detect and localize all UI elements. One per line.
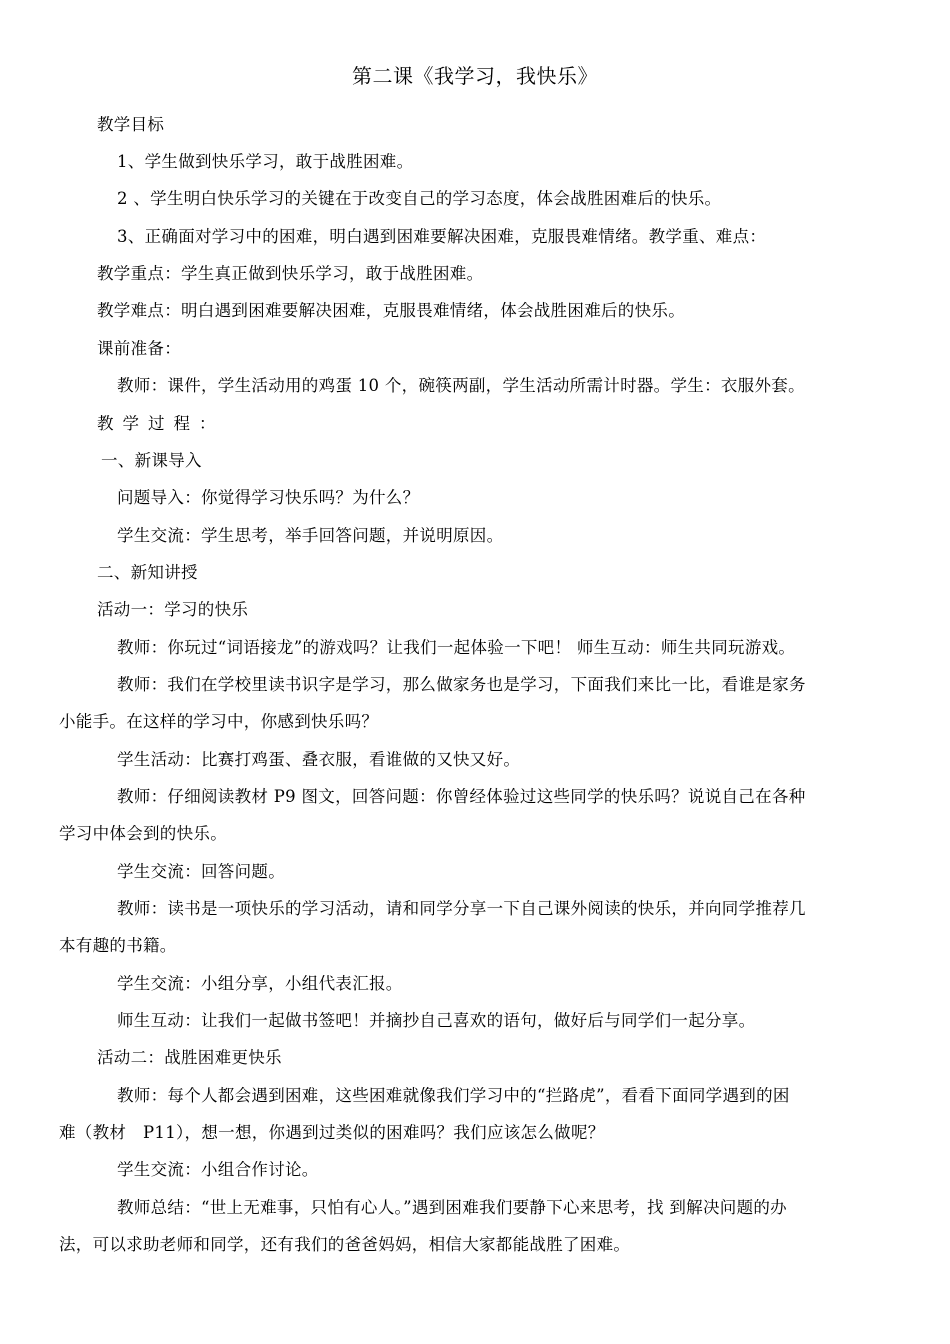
paragraph-line-continued: 小能手。在这样的学习中，你感到快乐吗？ — [59, 712, 379, 731]
paragraph-line-continued: 学习中体会到的快乐。 — [59, 824, 227, 843]
paragraph-line: 教师：我们在学校里读书识字是学习，那么做家务也是学习，下面我们来比一比，看谁是家务 — [117, 675, 806, 694]
paragraph-line: 学生交流：小组合作讨论。 — [117, 1160, 319, 1179]
paragraph-line: 教师：你玩过“词语接龙”的游戏吗？让我们一起体验一下吧！ 师生互动：师生共同玩游戏。 — [117, 638, 796, 657]
paragraph-line: 教师：读书是一项快乐的学习活动，请和同学分享一下自己课外阅读的快乐，并向同学推荐几 — [117, 899, 806, 918]
objective-item-1: 1、学生做到快乐学习，敢于战胜困难。 — [117, 152, 414, 171]
difficult-point-line: 教学难点：明白遇到困难要解决困难，克服畏难情绪，体会战胜困难后的快乐。 — [97, 301, 685, 320]
activity-heading-2: 活动二：战胜困难更快乐 — [97, 1048, 282, 1067]
key-point-line: 教学重点：学生真正做到快乐学习，敢于战胜困难。 — [97, 264, 484, 283]
activity-heading-1: 活动一：学习的快乐 — [97, 600, 249, 619]
paragraph-line: 教师总结：“世上无难事，只怕有心人。”遇到困难我们要静下心来思考，找 到解决问题的办 — [117, 1198, 787, 1217]
preparation-line: 教师：课件，学生活动用的鸡蛋 10 个，碗筷两副，学生活动所需计时器。学生：衣服外套。 — [117, 376, 805, 395]
paragraph-line: 教师：每个人都会遇到困难，这些困难就像我们学习中的“拦路虎”，看看下面同学遇到的困 — [117, 1086, 790, 1105]
section-heading-objectives: 教学目标 — [97, 115, 165, 134]
paragraph-line: 学生交流：回答问题。 — [117, 862, 285, 881]
lesson-title: 第二课《我学习，我快乐》 — [352, 64, 598, 88]
paragraph-line-continued: 法，可以求助老师和同学，还有我们的爸爸妈妈，相信大家都能战胜了困难。 — [59, 1235, 631, 1254]
part-heading-new-knowledge: 二、新知讲授 — [97, 563, 198, 582]
paragraph-line: 学生活动：比赛打鸡蛋、叠衣服，看谁做的又快又好。 — [117, 750, 521, 769]
paragraph-line: 问题导入：你觉得学习快乐吗？为什么？ — [117, 488, 420, 507]
section-heading-process: 教学过程： — [97, 414, 225, 433]
paragraph-line: 学生交流：学生思考，举手回答问题，并说明原因。 — [117, 526, 504, 545]
paragraph-line: 师生互动：让我们一起做书签吧！并摘抄自己喜欢的语句，做好后与同学们一起分享。 — [117, 1011, 756, 1030]
part-heading-intro: 一、新课导入 — [101, 451, 202, 470]
paragraph-line-continued: 难（教材 P11），想一想，你遇到过类似的困难吗？我们应该怎么做呢？ — [59, 1123, 605, 1142]
paragraph-line-continued: 本有趣的书籍。 — [59, 936, 177, 955]
objective-item-2: 2 、学生明白快乐学习的关键在于改变自己的学习态度，体会战胜困难后的快乐。 — [117, 189, 722, 208]
section-heading-preparation: 课前准备： — [97, 339, 181, 358]
objective-item-3: 3、正确面对学习中的困难，明白遇到困难要解决困难，克服畏难情绪。教学重、难点： — [117, 227, 767, 246]
paragraph-line: 教师：仔细阅读教材 P9 图文，回答问题：你曾经体验过这些同学的快乐吗？说说自己在各种 — [117, 787, 806, 806]
paragraph-line: 学生交流：小组分享，小组代表汇报。 — [117, 974, 403, 993]
